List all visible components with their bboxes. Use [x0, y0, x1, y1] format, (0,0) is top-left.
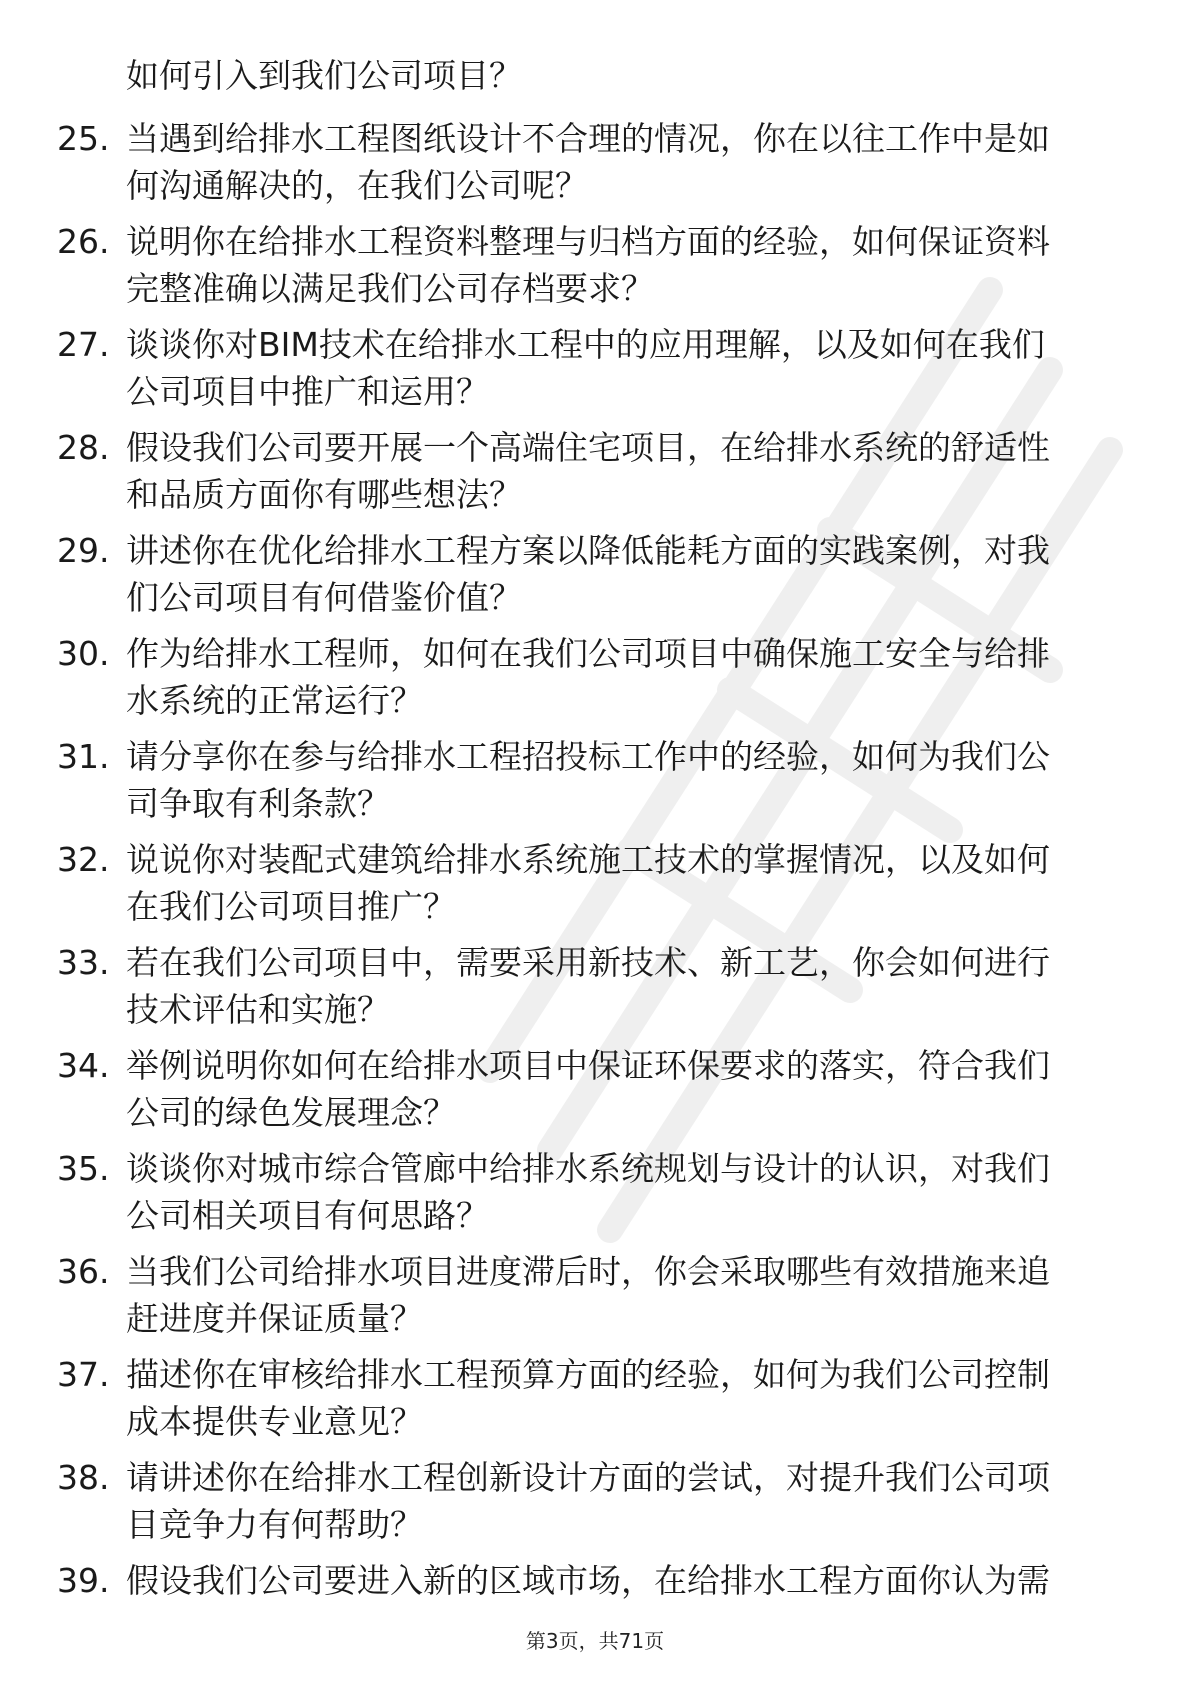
question-text-line: 当遇到给排水工程图纸设计不合理的情况，你在以往工作中是如	[126, 119, 1050, 158]
question-text	[126, 1351, 1126, 1445]
question-number: 30.	[57, 634, 110, 673]
question-text-line: 请分享你在参与给排水工程招投标工作中的经验，如何为我们公	[126, 737, 1050, 776]
question-text-line: 当我们公司给排水项目进度滞后时，你会采取哪些有效措施来追	[126, 1252, 1050, 1291]
question-text	[126, 218, 1126, 312]
question-text-line: 公司项目中推广和运用？	[126, 372, 489, 411]
question-item	[0, 1248, 1190, 1351]
question-number: 35.	[57, 1149, 110, 1188]
question-number: 27.	[57, 325, 110, 364]
question-text	[126, 321, 1126, 415]
question-text	[126, 939, 1126, 1033]
question-list	[0, 115, 1190, 1660]
question-text-line: 举例说明你如何在给排水项目中保证环保要求的落实，符合我们	[126, 1046, 1050, 1085]
page-footer: 第3页，共71页	[525, 1629, 665, 1653]
question-number: 37.	[57, 1355, 110, 1394]
question-text-line: 讲述你在优化给排水工程方案以降低能耗方面的实践案例，对我	[126, 531, 1050, 570]
question-item	[0, 321, 1190, 424]
question-number: 36.	[57, 1252, 110, 1291]
question-text-line: 谈谈你对BIM技术在给排水工程中的应用理解，以及如何在我们	[126, 325, 1045, 364]
question-text	[126, 630, 1126, 724]
question-item	[0, 115, 1190, 218]
question-number: 34.	[57, 1046, 110, 1085]
question-text-line: 目竞争力有何帮助？	[126, 1505, 423, 1544]
question-text-line: 赶进度并保证质量？	[126, 1299, 423, 1338]
question-text-line: 完整准确以满足我们公司存档要求？	[126, 269, 654, 308]
question-number: 26.	[57, 222, 110, 261]
question-text	[126, 836, 1126, 930]
question-text-line: 司争取有利条款？	[126, 784, 390, 823]
question-text	[126, 1248, 1126, 1342]
question-text-line: 公司相关项目有何思路？	[126, 1196, 489, 1235]
question-text-line: 作为给排水工程师，如何在我们公司项目中确保施工安全与给排	[126, 634, 1050, 673]
question-number: 28.	[57, 428, 110, 467]
continued-question-line: 如何引入到我们公司项目？	[126, 56, 522, 95]
question-number: 32.	[57, 840, 110, 879]
question-number: 38.	[57, 1458, 110, 1497]
question-text-line: 假设我们公司要进入新的区域市场，在给排水工程方面你认为需	[126, 1561, 1050, 1600]
question-text	[126, 1454, 1126, 1548]
question-text-line: 说说你对装配式建筑给排水系统施工技术的掌握情况，以及如何	[126, 840, 1050, 879]
question-item	[0, 527, 1190, 630]
question-text-line: 说明你在给排水工程资料整理与归档方面的经验，如何保证资料	[126, 222, 1050, 261]
question-item	[0, 218, 1190, 321]
question-text-line: 公司的绿色发展理念？	[126, 1093, 456, 1132]
question-text-line: 和品质方面你有哪些想法？	[126, 475, 522, 514]
question-item	[0, 424, 1190, 527]
question-number: 29.	[57, 531, 110, 570]
question-text-line: 技术评估和实施？	[126, 990, 390, 1029]
question-text-line: 何沟通解决的，在我们公司呢？	[126, 166, 588, 205]
question-item	[0, 1145, 1190, 1248]
question-item	[0, 1042, 1190, 1145]
question-item	[0, 733, 1190, 836]
question-item	[0, 1351, 1190, 1454]
question-text-line: 若在我们公司项目中，需要采用新技术、新工艺，你会如何进行	[126, 943, 1050, 982]
question-text	[126, 424, 1126, 518]
question-text-line: 成本提供专业意见？	[126, 1402, 423, 1441]
question-text-line: 们公司项目有何借鉴价值？	[126, 578, 522, 617]
question-item	[0, 836, 1190, 939]
question-number: 33.	[57, 943, 110, 982]
question-text	[126, 1145, 1126, 1239]
question-text-line: 假设我们公司要开展一个高端住宅项目，在给排水系统的舒适性	[126, 428, 1050, 467]
question-text-line: 在我们公司项目推广？	[126, 887, 456, 926]
question-number: 25.	[57, 119, 110, 158]
question-text	[126, 527, 1126, 621]
question-number: 39.	[57, 1561, 110, 1600]
question-text-line: 水系统的正常运行？	[126, 681, 423, 720]
question-number: 31.	[57, 737, 110, 776]
question-text	[126, 1557, 1126, 1604]
question-item	[0, 630, 1190, 733]
question-text-line: 谈谈你对城市综合管廊中给排水系统规划与设计的认识，对我们	[126, 1149, 1050, 1188]
question-text	[126, 733, 1126, 827]
question-text	[126, 115, 1126, 209]
question-item	[0, 939, 1190, 1042]
question-text-line: 请讲述你在给排水工程创新设计方面的尝试，对提升我们公司项	[126, 1458, 1050, 1497]
question-item	[0, 1454, 1190, 1557]
question-text-line: 描述你在审核给排水工程预算方面的经验，如何为我们公司控制	[126, 1355, 1050, 1394]
question-text	[126, 1042, 1126, 1136]
